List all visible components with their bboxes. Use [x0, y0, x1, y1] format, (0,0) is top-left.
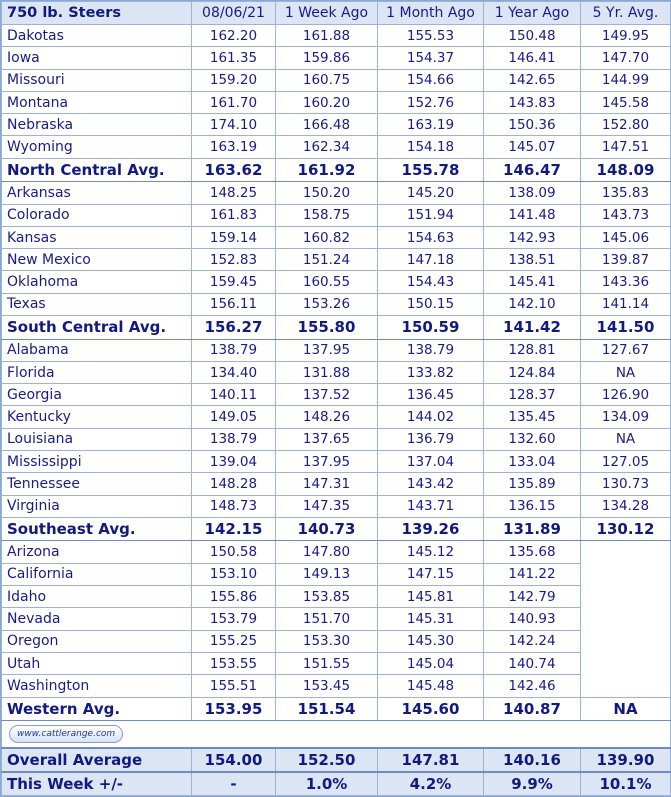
- row-label: Nebraska: [2, 114, 192, 136]
- row-label: Southeast Avg.: [2, 517, 192, 541]
- row-label: Montana: [2, 91, 192, 113]
- value-cell: 135.45: [484, 406, 581, 428]
- row-label: Colorado: [2, 204, 192, 226]
- value-cell: 138.51: [484, 249, 581, 271]
- value-cell: 162.20: [192, 25, 276, 47]
- value-cell: 152.80: [581, 114, 671, 136]
- value-cell: 149.95: [581, 25, 671, 47]
- value-cell: 154.43: [378, 271, 484, 293]
- value-cell: 137.95: [276, 451, 378, 473]
- value-cell: 161.92: [276, 158, 378, 182]
- value-cell: 151.94: [378, 204, 484, 226]
- header-row: [2, 2, 671, 25]
- value-cell: 143.73: [581, 204, 671, 226]
- value-cell: 159.14: [192, 226, 276, 248]
- value-cell: -: [192, 772, 276, 796]
- row-label: Arizona: [2, 541, 192, 563]
- row-label: Mississippi: [2, 451, 192, 473]
- value-cell: NA: [581, 697, 671, 721]
- table-row: [2, 293, 671, 315]
- value-cell: 145.48: [378, 675, 484, 697]
- value-cell: 150.15: [378, 293, 484, 315]
- value-cell: 144.99: [581, 69, 671, 91]
- row-label: Missouri: [2, 69, 192, 91]
- value-cell: 151.70: [276, 608, 378, 630]
- row-label: Iowa: [2, 47, 192, 69]
- value-cell: 139.04: [192, 451, 276, 473]
- table-row: [2, 182, 671, 204]
- table-row: [2, 495, 671, 517]
- table-row: [2, 69, 671, 91]
- table-row: [2, 226, 671, 248]
- value-cell: 152.50: [276, 748, 378, 772]
- value-cell: 136.15: [484, 495, 581, 517]
- value-cell: 151.24: [276, 249, 378, 271]
- table-row: [2, 406, 671, 428]
- value-cell: 145.06: [581, 226, 671, 248]
- row-label: Louisiana: [2, 428, 192, 450]
- value-cell: 161.35: [192, 47, 276, 69]
- value-cell: 141.22: [484, 563, 581, 585]
- value-cell: 145.31: [378, 608, 484, 630]
- table-row: [2, 473, 671, 495]
- value-cell: 136.45: [378, 384, 484, 406]
- value-cell: 148.73: [192, 495, 276, 517]
- value-cell: NA: [581, 361, 671, 383]
- value-cell: 127.67: [581, 339, 671, 361]
- value-cell: 133.82: [378, 361, 484, 383]
- value-cell: 142.10: [484, 293, 581, 315]
- row-label: Alabama: [2, 339, 192, 361]
- table-row: [2, 586, 671, 608]
- value-cell: 145.04: [378, 652, 484, 674]
- value-cell: 148.26: [276, 406, 378, 428]
- value-cell: 155.51: [192, 675, 276, 697]
- value-cell: 137.65: [276, 428, 378, 450]
- value-cell: 174.10: [192, 114, 276, 136]
- value-cell: 138.79: [192, 339, 276, 361]
- value-cell: 154.63: [378, 226, 484, 248]
- table-row: [2, 451, 671, 473]
- row-label: Nevada: [2, 608, 192, 630]
- value-cell: 147.18: [378, 249, 484, 271]
- value-cell: 131.89: [484, 517, 581, 541]
- value-cell: 135.89: [484, 473, 581, 495]
- value-cell: 147.70: [581, 47, 671, 69]
- value-cell: 161.88: [276, 25, 378, 47]
- value-cell: 153.30: [276, 630, 378, 652]
- header-label: 750 lb. Steers: [2, 2, 192, 25]
- value-cell: 155.25: [192, 630, 276, 652]
- value-cell: 137.95: [276, 339, 378, 361]
- value-cell: 10.1%: [581, 772, 671, 796]
- value-cell: 145.30: [378, 630, 484, 652]
- value-cell: 131.88: [276, 361, 378, 383]
- table-row: [2, 428, 671, 450]
- value-cell: 130.12: [581, 517, 671, 541]
- header-1-year-ago: 1 Year Ago: [484, 2, 581, 25]
- value-cell: 163.19: [378, 114, 484, 136]
- value-cell: 136.79: [378, 428, 484, 450]
- value-cell: 143.36: [581, 271, 671, 293]
- value-cell: 124.84: [484, 361, 581, 383]
- value-cell: 142.93: [484, 226, 581, 248]
- value-cell: 142.79: [484, 586, 581, 608]
- row-label: Overall Average: [2, 748, 192, 772]
- table-row: [2, 361, 671, 383]
- value-cell: 158.75: [276, 204, 378, 226]
- row-label: Oklahoma: [2, 271, 192, 293]
- value-cell: 127.05: [581, 451, 671, 473]
- header-current-date: 08/06/21: [192, 2, 276, 25]
- value-cell: 140.11: [192, 384, 276, 406]
- value-cell: 135.68: [484, 541, 581, 563]
- region-average-row: [2, 517, 671, 541]
- value-cell: 130.73: [581, 473, 671, 495]
- value-cell: 142.65: [484, 69, 581, 91]
- value-cell: 146.47: [484, 158, 581, 182]
- value-cell: 160.82: [276, 226, 378, 248]
- value-cell: 151.54: [276, 697, 378, 721]
- row-label: California: [2, 563, 192, 585]
- steer-price-table: [1, 1, 671, 796]
- value-cell: 149.13: [276, 563, 378, 585]
- row-label: Western Avg.: [2, 697, 192, 721]
- value-cell: 134.09: [581, 406, 671, 428]
- value-cell: 147.35: [276, 495, 378, 517]
- table-body: [2, 2, 671, 796]
- value-cell: 128.37: [484, 384, 581, 406]
- value-cell: 134.40: [192, 361, 276, 383]
- value-cell: 142.15: [192, 517, 276, 541]
- value-cell: 146.41: [484, 47, 581, 69]
- value-cell: 153.26: [276, 293, 378, 315]
- logo-cell: [2, 721, 671, 749]
- value-cell: 137.04: [378, 451, 484, 473]
- header-1-month-ago: 1 Month Ago: [378, 2, 484, 25]
- value-cell: 141.50: [581, 316, 671, 340]
- value-cell: NA: [581, 428, 671, 450]
- value-cell: 138.79: [378, 339, 484, 361]
- table-row: [2, 25, 671, 47]
- value-cell: 150.20: [276, 182, 378, 204]
- value-cell: 159.20: [192, 69, 276, 91]
- table-row: [2, 249, 671, 271]
- value-cell: 139.90: [581, 748, 671, 772]
- value-cell: 143.71: [378, 495, 484, 517]
- value-cell: 150.59: [378, 316, 484, 340]
- value-cell: 152.83: [192, 249, 276, 271]
- value-cell: 156.11: [192, 293, 276, 315]
- value-cell: 154.00: [192, 748, 276, 772]
- value-cell: 163.62: [192, 158, 276, 182]
- row-label: Dakotas: [2, 25, 192, 47]
- value-cell: 166.48: [276, 114, 378, 136]
- row-label: Tennessee: [2, 473, 192, 495]
- row-label: This Week +/-: [2, 772, 192, 796]
- table-row: [2, 608, 671, 630]
- value-cell: 141.14: [581, 293, 671, 315]
- overall-average-row: [2, 748, 671, 772]
- row-label: Idaho: [2, 586, 192, 608]
- value-cell: 154.66: [378, 69, 484, 91]
- value-cell: 156.27: [192, 316, 276, 340]
- value-cell: 155.78: [378, 158, 484, 182]
- value-cell: 143.42: [378, 473, 484, 495]
- row-label: Wyoming: [2, 136, 192, 158]
- value-cell: 1.0%: [276, 772, 378, 796]
- region-average-row: [2, 158, 671, 182]
- table-row: [2, 47, 671, 69]
- value-cell: 162.34: [276, 136, 378, 158]
- value-cell: 140.93: [484, 608, 581, 630]
- row-label: Washington: [2, 675, 192, 697]
- value-cell: 153.85: [276, 586, 378, 608]
- table-row: [2, 91, 671, 113]
- logo-row: [2, 721, 671, 749]
- value-cell: 153.55: [192, 652, 276, 674]
- value-cell: 150.36: [484, 114, 581, 136]
- value-cell: 153.45: [276, 675, 378, 697]
- value-cell: 160.55: [276, 271, 378, 293]
- cattlerange-logo[interactable]: www.cattlerange.com: [9, 725, 123, 743]
- value-cell: 140.87: [484, 697, 581, 721]
- value-cell: 147.31: [276, 473, 378, 495]
- value-cell: 148.09: [581, 158, 671, 182]
- value-cell: 9.9%: [484, 772, 581, 796]
- row-label: New Mexico: [2, 249, 192, 271]
- value-cell: 128.81: [484, 339, 581, 361]
- value-cell: 133.04: [484, 451, 581, 473]
- table-row: [2, 384, 671, 406]
- table-row: [2, 541, 671, 563]
- value-cell: 155.86: [192, 586, 276, 608]
- table-row: [2, 114, 671, 136]
- weekly-change-row: [2, 772, 671, 796]
- table-row: [2, 652, 671, 674]
- value-cell: 145.81: [378, 586, 484, 608]
- value-cell: 141.48: [484, 204, 581, 226]
- value-cell: 147.51: [581, 136, 671, 158]
- row-label: Oregon: [2, 630, 192, 652]
- value-cell: 132.60: [484, 428, 581, 450]
- table-row: [2, 136, 671, 158]
- value-cell: 154.37: [378, 47, 484, 69]
- value-cell: 160.20: [276, 91, 378, 113]
- value-cell: 144.02: [378, 406, 484, 428]
- header-1-week-ago: 1 Week Ago: [276, 2, 378, 25]
- value-cell: 145.60: [378, 697, 484, 721]
- value-cell: 150.48: [484, 25, 581, 47]
- value-cell: 145.58: [581, 91, 671, 113]
- row-label: Texas: [2, 293, 192, 315]
- value-cell: 154.18: [378, 136, 484, 158]
- value-cell: 160.75: [276, 69, 378, 91]
- value-cell: 142.24: [484, 630, 581, 652]
- value-cell: 140.16: [484, 748, 581, 772]
- value-cell: 140.74: [484, 652, 581, 674]
- value-cell: 145.12: [378, 541, 484, 563]
- value-cell: 161.83: [192, 204, 276, 226]
- value-cell: 155.53: [378, 25, 484, 47]
- value-cell: 161.70: [192, 91, 276, 113]
- header-5-yr-avg: 5 Yr. Avg.: [581, 2, 671, 25]
- value-cell: 153.79: [192, 608, 276, 630]
- value-cell: 4.2%: [378, 772, 484, 796]
- value-cell: 141.42: [484, 316, 581, 340]
- value-cell: 147.80: [276, 541, 378, 563]
- value-cell: 143.83: [484, 91, 581, 113]
- value-cell: 153.95: [192, 697, 276, 721]
- empty-5yr-block: [581, 541, 671, 697]
- table-row: [2, 271, 671, 293]
- value-cell: 151.55: [276, 652, 378, 674]
- value-cell: 153.10: [192, 563, 276, 585]
- table-row: [2, 563, 671, 585]
- row-label: Georgia: [2, 384, 192, 406]
- value-cell: 142.46: [484, 675, 581, 697]
- row-label: Florida: [2, 361, 192, 383]
- row-label: Arkansas: [2, 182, 192, 204]
- table-row: [2, 204, 671, 226]
- value-cell: 159.86: [276, 47, 378, 69]
- value-cell: 138.09: [484, 182, 581, 204]
- value-cell: 126.90: [581, 384, 671, 406]
- table-row: [2, 630, 671, 652]
- row-label: Utah: [2, 652, 192, 674]
- value-cell: 137.52: [276, 384, 378, 406]
- value-cell: 145.07: [484, 136, 581, 158]
- table-row: [2, 339, 671, 361]
- value-cell: 148.28: [192, 473, 276, 495]
- value-cell: 145.41: [484, 271, 581, 293]
- value-cell: 134.28: [581, 495, 671, 517]
- value-cell: 147.15: [378, 563, 484, 585]
- value-cell: 145.20: [378, 182, 484, 204]
- value-cell: 135.83: [581, 182, 671, 204]
- row-label: Virginia: [2, 495, 192, 517]
- value-cell: 138.79: [192, 428, 276, 450]
- region-average-row: [2, 316, 671, 340]
- row-label: Kentucky: [2, 406, 192, 428]
- value-cell: 147.81: [378, 748, 484, 772]
- row-label: North Central Avg.: [2, 158, 192, 182]
- value-cell: 159.45: [192, 271, 276, 293]
- value-cell: 155.80: [276, 316, 378, 340]
- value-cell: 139.87: [581, 249, 671, 271]
- table-row: [2, 675, 671, 697]
- region-average-row: [2, 697, 671, 721]
- row-label: South Central Avg.: [2, 316, 192, 340]
- value-cell: 149.05: [192, 406, 276, 428]
- value-cell: 140.73: [276, 517, 378, 541]
- value-cell: 150.58: [192, 541, 276, 563]
- value-cell: 152.76: [378, 91, 484, 113]
- value-cell: 148.25: [192, 182, 276, 204]
- value-cell: 139.26: [378, 517, 484, 541]
- value-cell: 163.19: [192, 136, 276, 158]
- row-label: Kansas: [2, 226, 192, 248]
